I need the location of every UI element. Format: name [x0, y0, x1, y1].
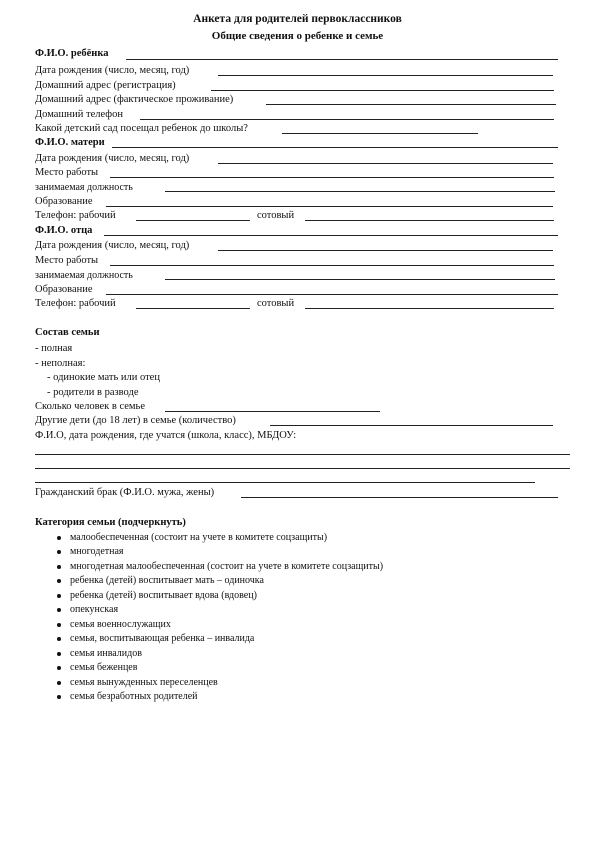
child-addr-reg-label: Домашний адрес (регистрация) [35, 80, 176, 91]
father-education-field[interactable] [106, 294, 558, 295]
family-count-field[interactable] [165, 411, 380, 412]
other-children-label: Другие дети (до 18 лет) в семье (количество) [35, 415, 236, 426]
mother-work-field[interactable] [110, 177, 554, 178]
category-item: опекунская [70, 604, 119, 615]
children-info-line-3[interactable] [35, 482, 535, 483]
category-item: многодетная малообеспеченная (состоит на учете в комитете соцзащиты) [70, 561, 384, 572]
family-full: - полная [35, 343, 73, 354]
father-birth-label: Дата рождения (число, месяц, год) [35, 240, 190, 251]
child-birth-field[interactable] [218, 75, 553, 76]
category-item: ребенка (детей) воспитывает мать – одиночка [70, 575, 264, 586]
family-count-label: Сколько человек в семье [35, 401, 145, 412]
father-phone-work-label: Телефон: рабочий [35, 298, 116, 309]
bullet-icon [57, 550, 61, 554]
children-info-label: Ф.И.О, дата рождения, где учатся (школа, класс), МБДОУ: [35, 430, 297, 441]
category-item: семья безработных родителей [70, 691, 198, 702]
father-phone-mobile-label: сотовый [257, 298, 295, 309]
child-phone-field[interactable] [140, 119, 554, 120]
father-phone-mobile-field[interactable] [305, 308, 554, 309]
child-addr-fact-field[interactable] [266, 104, 556, 105]
child-name-field[interactable] [126, 59, 558, 60]
bullet-icon [57, 681, 61, 685]
mother-phone-work-field[interactable] [136, 220, 250, 221]
mother-position-field[interactable] [165, 191, 555, 192]
mother-phone-mobile-label: сотовый [257, 210, 295, 221]
father-position-field[interactable] [165, 279, 555, 280]
bullet-icon [57, 623, 61, 627]
other-children-field[interactable] [270, 425, 553, 426]
father-name-label: Ф.И.О. отца [35, 225, 93, 236]
child-phone-label: Домашний телефон [35, 109, 123, 120]
bullet-icon [57, 608, 61, 612]
father-position-label: занимаемая должность [35, 270, 133, 281]
bullet-icon [57, 666, 61, 670]
category-item: малообеспеченная (состоит на учете в комитете соцзащиты) [70, 532, 328, 543]
mother-name-field[interactable] [112, 147, 558, 148]
child-name-label: Ф.И.О. ребёнка [35, 48, 109, 59]
mother-phone-mobile-field[interactable] [305, 220, 554, 221]
page-title: Анкета для родителей первоклассников [193, 13, 402, 25]
father-phone-work-field[interactable] [136, 308, 250, 309]
mother-birth-label: Дата рождения (число, месяц, год) [35, 153, 190, 164]
category-item: семья, воспитывающая ребенка – инвалида [70, 633, 255, 644]
mother-birth-field[interactable] [218, 163, 553, 164]
mother-phone-work-label: Телефон: рабочий [35, 210, 116, 221]
mother-name-label: Ф.И.О. матери [35, 137, 105, 148]
child-addr-fact-label: Домашний адрес (фактическое проживание) [35, 94, 234, 105]
bullet-icon [57, 565, 61, 569]
category-item: семья беженцев [70, 662, 138, 673]
category-item: многодетная [70, 546, 124, 557]
category-item: ребенка (детей) воспитывает вдова (вдовец) [70, 590, 257, 601]
family-single-parent: - одинокие мать или отец [47, 372, 160, 383]
page-subtitle: Общие сведения о ребенке и семье [211, 30, 384, 42]
mother-education-field[interactable] [106, 206, 553, 207]
kindergarten-label: Какой детский сад посещал ребенок до школы? [35, 123, 248, 134]
bullet-icon [57, 594, 61, 598]
father-work-field[interactable] [110, 265, 554, 266]
bullet-icon [57, 536, 61, 540]
child-addr-reg-field[interactable] [211, 90, 554, 91]
child-birth-label: Дата рождения (число, месяц, год) [35, 65, 190, 76]
family-incomplete: - неполная: [35, 358, 86, 369]
category-item: семья инвалидов [70, 648, 142, 659]
mother-work-label: Место работы [35, 167, 99, 178]
bullet-icon [57, 652, 61, 656]
bullet-icon [57, 579, 61, 583]
father-name-field[interactable] [104, 235, 558, 236]
mother-position-label: занимаемая должность [35, 182, 133, 193]
category-item: семья вынужденных переселенцев [70, 677, 218, 688]
civil-marriage-label: Гражданский брак (Ф.И.О. мужа, жены) [35, 487, 215, 498]
bullet-icon [57, 695, 61, 699]
category-item: семья военнослужащих [70, 619, 171, 630]
children-info-line-2[interactable] [35, 468, 570, 469]
civil-marriage-field[interactable] [241, 497, 558, 498]
family-heading: Состав семьи [35, 327, 100, 338]
father-birth-field[interactable] [218, 250, 553, 251]
kindergarten-field[interactable] [282, 133, 478, 134]
category-heading: Категория семьи (подчеркнуть) [35, 517, 186, 528]
children-info-line-1[interactable] [35, 454, 570, 455]
family-divorced: - родители в разводе [47, 387, 139, 398]
mother-education-label: Образование [35, 196, 93, 207]
father-education-label: Образование [35, 284, 93, 295]
bullet-icon [57, 637, 61, 641]
father-work-label: Место работы [35, 255, 99, 266]
